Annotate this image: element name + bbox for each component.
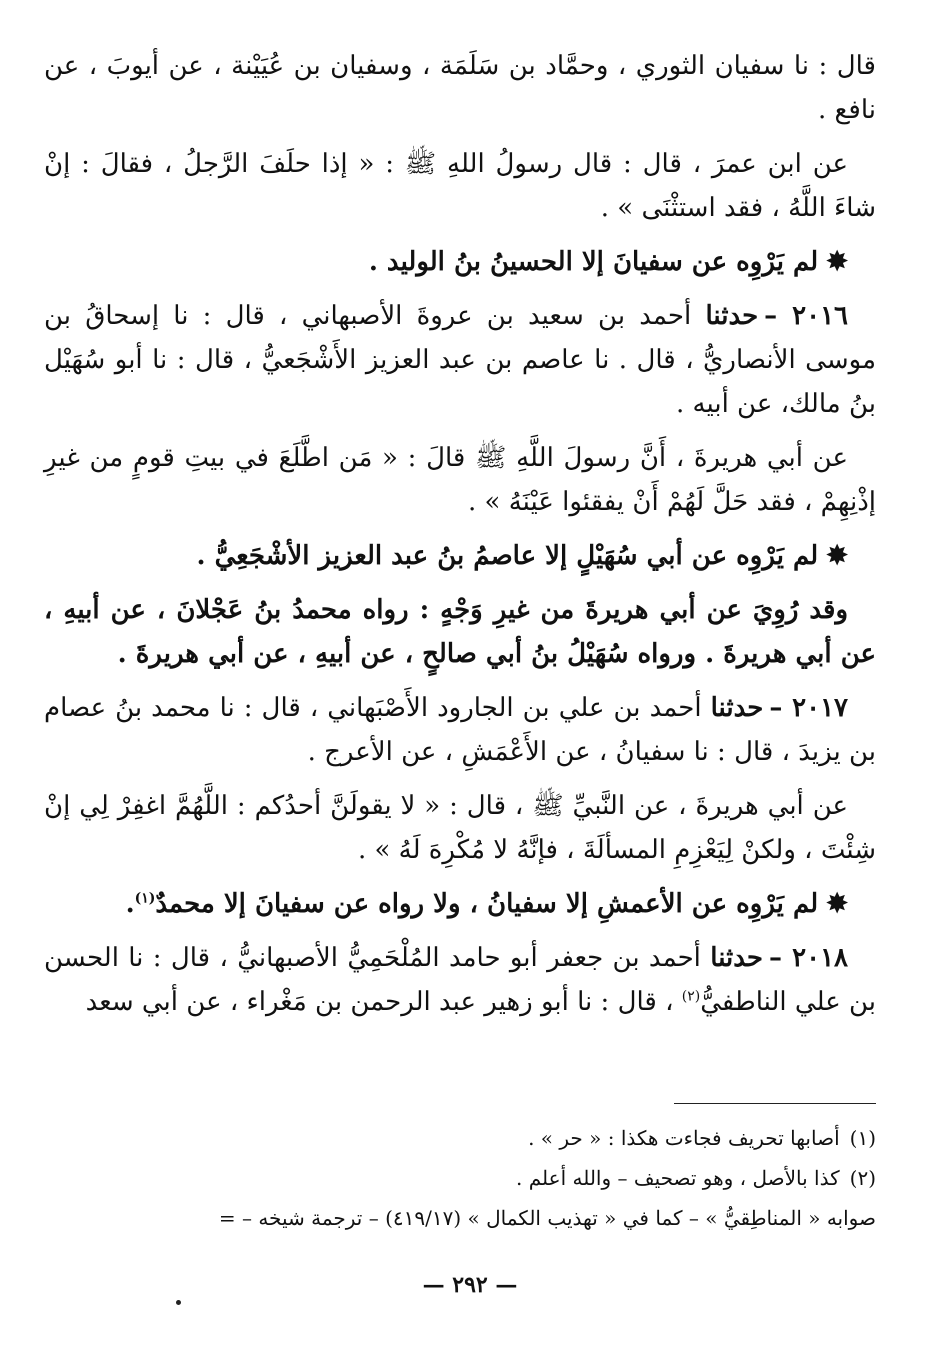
- hadith-number: ٢٠١٧ –: [769, 693, 849, 723]
- hadith-matn: عن أبي هريرةَ ، عن النَّبيِّ ﷺ ، قال : « لا يقولَنَّ أحدُكم : اللَّهُمَّ اغفِرْ لِي إنْ شِئْتَ ، ولكنْ لِيَعْزِمِ المسألَةَ ، فإنَّهُ لا مُكْرِهَ لَهُ » .: [44, 791, 876, 865]
- footnote-ref: (١): [134, 890, 156, 907]
- remark-paragraph: [44, 240, 876, 284]
- remark-text: لم يَرْوِه عن الأعمشِ إلا سفيانُ ، ولا رواه عن سفيانَ إلا محمدٌ: [155, 889, 819, 919]
- hadith-entry: [44, 294, 876, 426]
- page-number: — ٢٩٢ —: [422, 1272, 518, 1298]
- footnote-item: [44, 1158, 876, 1198]
- hadith-entry: [44, 686, 876, 774]
- isnad-tail: ، قال : نا أبو زهير عبد الرحمن بن مَغْراء ، عن أبي سعد: [85, 987, 674, 1017]
- asterism-icon: ✸: [826, 889, 848, 919]
- footnote-text: صوابه « المناطِقيُّ » – كما في « تهذيب الكمال » (٤١٩/١٧) – ترجمة شيخه – =: [218, 1206, 876, 1230]
- remark-text: لم يَرْوِه عن أبي سُهَيْلٍ إلا عاصمُ بنُ عبد العزيز الأشْجَعِيُّ .: [196, 541, 819, 571]
- footnote-mark: (٢): [849, 1166, 876, 1190]
- narration-note: وقد رُوِيَ عن أبي هريرةَ من غيرِ وَجْهٍ : رواه محمدُ بنُ عَجْلانَ ، عن أبيهِ ، عن أبي هريرةَ . ورواه سُهَيْلُ بنُ أبي صالحٍ ، عن أبيهِ ، عن أبي هريرةَ .: [44, 595, 876, 669]
- footnote-text: أصابها تحريف فجاءت هكذا : « حر » .: [528, 1126, 840, 1150]
- footnotes: [44, 1118, 876, 1238]
- footnote-continuation: [44, 1198, 876, 1238]
- footnote-item: [44, 1118, 876, 1158]
- footnote-text: كذا بالأصل ، وهو تصحيف – والله أعلم .: [516, 1166, 840, 1190]
- hadith-matn: عن ابن عمرَ ، قال : قال رسولُ اللهِ ﷺ : « إذا حلَفَ الرَّجلُ ، فقالَ : إنْ شاءَ اللَّهُ ، فقد استثْنَى » .: [44, 149, 876, 223]
- footnote-separator: [674, 1103, 876, 1104]
- footnote-ref: (٢): [681, 988, 701, 1005]
- hadith-number: ٢٠١٦ –: [764, 301, 849, 331]
- ink-speck: [176, 1300, 181, 1305]
- hadith-number: ٢٠١٨ –: [769, 943, 849, 973]
- asterism-icon: ✸: [826, 247, 848, 277]
- main-text: [44, 44, 876, 1034]
- remark-text: لم يَرْوِه عن سفيانَ إلا الحسينُ بنُ الوليد .: [368, 247, 819, 277]
- isnad-text: أحمد بن سعيد بن عروةَ الأصبهاني ، قال : نا إسحاقُ بن موسى الأنصاريُّ ، قال . نا عاصم بن عبد العزيز الأَشْجَعيُّ ، قال : نا أبو سُهَيْل بنُ مالك، عن أبيه .: [44, 301, 876, 419]
- hadith-lead-word: حدثنا: [710, 943, 764, 973]
- isnad-paragraph: قال : نا سفيان الثوري ، وحمَّاد بن سَلَمَة ، وسفيان بن عُيَيْنة ، عن أيوبَ ، عن نافع .: [44, 51, 876, 125]
- hadith-entry: [44, 936, 876, 1024]
- remark-paragraph: [44, 534, 876, 578]
- asterism-icon: ✸: [826, 541, 848, 571]
- footnote-mark: (١): [849, 1126, 876, 1150]
- remark-tail: .: [125, 889, 135, 919]
- hadith-lead-word: حدثنا: [710, 693, 764, 723]
- isnad-text: أحمد بن علي بن الجارود الأَصْبَهاني ، قال : نا محمد بنُ عصام بن يزيدَ ، قال : نا سفيانُ ، عن الأَعْمَشِ ، عن الأعرج .: [44, 693, 876, 767]
- isnad-text: أحمد بن جعفر أبو حامد المُلْحَمِيُّ الأصبهانيُّ ، قال : نا الحسن بن علي الناطفيُّ: [44, 943, 876, 1017]
- hadith-lead-word: حدثنا: [705, 301, 759, 331]
- hadith-matn: عن أبي هريرةَ ، أَنَّ رسولَ اللَّهِ ﷺ قالَ : « مَن اطَّلَعَ في بيتِ قومٍ من غيرِ إذْنِهِمْ ، فقد حَلَّ لَهُمْ أَنْ يفقئوا عَيْنَهُ » .: [44, 443, 876, 517]
- remark-paragraph: [44, 882, 876, 926]
